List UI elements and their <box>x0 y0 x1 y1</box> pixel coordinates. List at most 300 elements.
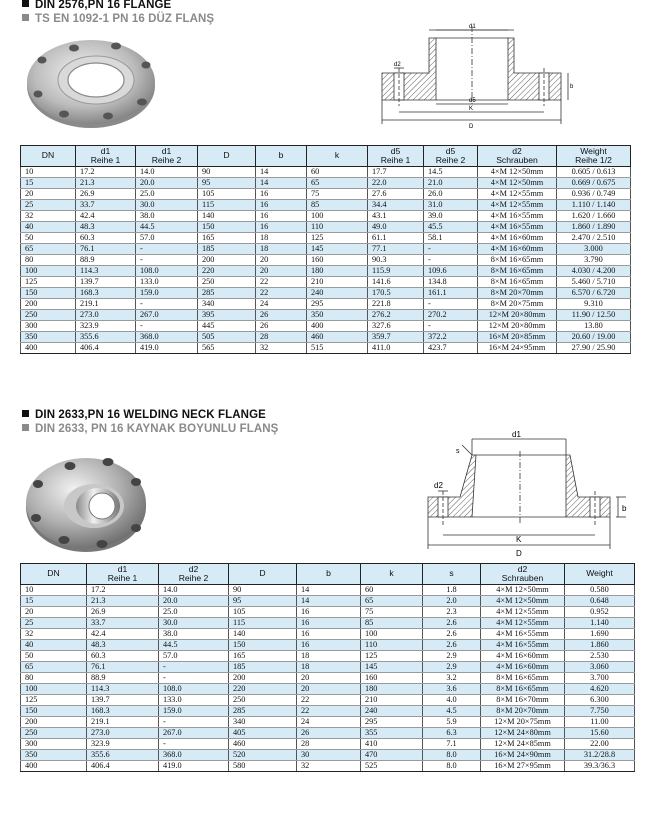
table-cell: 16 <box>256 211 307 222</box>
column-header: Weight <box>565 564 635 585</box>
table-row <box>21 321 631 332</box>
table-cell: 200 <box>21 299 76 310</box>
table-cell: 12×M 24×80mm <box>481 728 565 739</box>
table-cell: 3.790 <box>557 255 631 266</box>
table-row <box>21 673 635 684</box>
table-cell: 85 <box>361 618 423 629</box>
table-cell: 406.4 <box>76 343 136 354</box>
column-header: DN <box>21 564 87 585</box>
table-cell: 2.9 <box>423 651 481 662</box>
table-cell: 11.90 / 12.50 <box>557 310 631 321</box>
drawing2-label-d1: d1 <box>512 430 521 439</box>
table-cell: 28 <box>256 332 307 343</box>
table-cell: 2.6 <box>423 640 481 651</box>
table-cell: 419.0 <box>159 761 229 772</box>
table-cell: 4×M 16×60mm <box>481 651 565 662</box>
table-cell: 60.3 <box>76 233 136 244</box>
table-cell: 65 <box>361 596 423 607</box>
table-cell: 219.1 <box>87 717 159 728</box>
bullet-square-icon <box>22 0 29 7</box>
table-cell: 16 <box>256 200 307 211</box>
table-cell: 31.0 <box>424 200 478 211</box>
table-cell: 161.1 <box>424 288 478 299</box>
column-header: D <box>198 146 256 167</box>
column-header: Weight Reihe 1/2 <box>557 146 631 167</box>
table-cell: 6.3 <box>423 728 481 739</box>
slip-on-flange-photo <box>24 30 158 130</box>
table-cell: 250 <box>229 695 297 706</box>
table-cell: 180 <box>361 684 423 695</box>
table-cell: 250 <box>21 310 76 321</box>
table-cell: 7.750 <box>565 706 635 717</box>
table-cell: 1.860 <box>565 640 635 651</box>
table-cell: 368.0 <box>136 332 198 343</box>
table-cell: 267.0 <box>159 728 229 739</box>
table-cell: 34.4 <box>368 200 424 211</box>
column-header: d1 Reihe 1 <box>76 146 136 167</box>
table-cell: 270.2 <box>424 310 478 321</box>
section1-subtitle: TS EN 1092-1 PN 16 DÜZ FLANŞ <box>22 13 214 25</box>
table-cell: 80 <box>21 673 87 684</box>
table-cell: 1.8 <box>423 585 481 596</box>
table-cell: 27.90 / 25.90 <box>557 343 631 354</box>
table-cell: 20 <box>21 607 87 618</box>
table-cell: 445 <box>198 321 256 332</box>
table-cell: 16×M 24×95mm <box>478 343 557 354</box>
table-cell: 5.9 <box>423 717 481 728</box>
table-cell: 8×M 16×65mm <box>478 266 557 277</box>
bullet-square-icon <box>22 14 29 21</box>
table-cell: 219.1 <box>76 299 136 310</box>
table-cell: 21.3 <box>76 178 136 189</box>
table-cell: 405 <box>229 728 297 739</box>
table-cell: 250 <box>198 277 256 288</box>
table-cell: 30.0 <box>136 200 198 211</box>
table-cell: 165 <box>198 233 256 244</box>
table-cell: - <box>424 321 478 332</box>
table-cell: 90 <box>229 585 297 596</box>
table-row <box>21 750 635 761</box>
column-header: s <box>423 564 481 585</box>
table-cell: 8×M 16×65mm <box>481 673 565 684</box>
table-row <box>21 640 635 651</box>
table-row <box>21 299 631 310</box>
table-cell: 200 <box>21 717 87 728</box>
table-cell: 60 <box>361 585 423 596</box>
table-cell: 525 <box>361 761 423 772</box>
table-cell: 17.2 <box>76 167 136 178</box>
table-cell: 22 <box>256 288 307 299</box>
table-cell: 220 <box>198 266 256 277</box>
table-cell: 0.580 <box>565 585 635 596</box>
table-cell: 115 <box>229 618 297 629</box>
table-cell: 250 <box>21 728 87 739</box>
table-cell: 515 <box>307 343 368 354</box>
table-cell: 16×M 27×95mm <box>481 761 565 772</box>
table-cell: 1.620 / 1.660 <box>557 211 631 222</box>
table-cell: 20 <box>297 684 361 695</box>
table-cell: 26 <box>256 310 307 321</box>
table-cell: 61.1 <box>368 233 424 244</box>
table-cell: 0.936 / 0.749 <box>557 189 631 200</box>
table-cell: 90.3 <box>368 255 424 266</box>
table-cell: 21.0 <box>424 178 478 189</box>
table-cell: 4×M 12×50mm <box>478 167 557 178</box>
table-cell: 4.030 / 4.200 <box>557 266 631 277</box>
table-cell: 150 <box>21 288 76 299</box>
table-cell: 221.8 <box>368 299 424 310</box>
drawing1-label-d1: d1 <box>469 24 476 30</box>
table-cell: 4×M 12×50mm <box>478 178 557 189</box>
table-cell: 12×M 24×85mm <box>481 739 565 750</box>
table-cell: 273.0 <box>76 310 136 321</box>
table-cell: 26.9 <box>76 189 136 200</box>
table-cell: 43.1 <box>368 211 424 222</box>
table-cell: 5.460 / 5.710 <box>557 277 631 288</box>
table-cell: 406.4 <box>87 761 159 772</box>
table-cell: 16 <box>297 640 361 651</box>
table-cell: 323.9 <box>87 739 159 750</box>
table-cell: 32 <box>21 629 87 640</box>
table-cell: 11.00 <box>565 717 635 728</box>
table-row <box>21 233 631 244</box>
drawing2-label-D: D <box>516 549 522 558</box>
table-cell: 42.4 <box>87 629 159 640</box>
table-cell: 2.470 / 2.510 <box>557 233 631 244</box>
table-cell: 3.6 <box>423 684 481 695</box>
table-cell: 7.1 <box>423 739 481 750</box>
table-row <box>21 222 631 233</box>
table-cell: 4×M 12×50mm <box>481 585 565 596</box>
table-cell: 400 <box>307 321 368 332</box>
table-cell: 58.1 <box>424 233 478 244</box>
table-cell: 300 <box>21 739 87 750</box>
table-cell: 15 <box>21 178 76 189</box>
table-cell: 4×M 16×55mm <box>478 222 557 233</box>
table-cell: 14.0 <box>159 585 229 596</box>
table-cell: 18 <box>256 233 307 244</box>
table-cell: 75 <box>307 189 368 200</box>
drawing2-label-s: s <box>456 448 460 455</box>
table-cell: 25.0 <box>136 189 198 200</box>
table-row <box>21 343 631 354</box>
table-cell: 3.700 <box>565 673 635 684</box>
table-cell: 395 <box>198 310 256 321</box>
table-cell: 12×M 20×75mm <box>481 717 565 728</box>
table-cell: 4×M 12×55mm <box>478 189 557 200</box>
table-cell: 4×M 16×55mm <box>481 629 565 640</box>
table-row <box>21 662 635 673</box>
table-cell: 22.00 <box>565 739 635 750</box>
table-cell: 18 <box>297 662 361 673</box>
table-cell: 125 <box>361 651 423 662</box>
table-cell: 22 <box>297 695 361 706</box>
table-cell: 133.0 <box>136 277 198 288</box>
table-cell: 285 <box>229 706 297 717</box>
table-cell: 150 <box>21 706 87 717</box>
column-header: k <box>361 564 423 585</box>
table-cell: 44.5 <box>159 640 229 651</box>
table-cell: 110 <box>307 222 368 233</box>
table-cell: 2.9 <box>423 662 481 673</box>
table-cell: 39.3/36.3 <box>565 761 635 772</box>
table-cell: 520 <box>229 750 297 761</box>
table-cell: 95 <box>198 178 256 189</box>
table-cell: 76.1 <box>87 662 159 673</box>
table-cell: 14.0 <box>136 167 198 178</box>
table-cell: 372.2 <box>424 332 478 343</box>
table-cell: 16 <box>256 222 307 233</box>
table-cell: 419.0 <box>136 343 198 354</box>
table-cell: 150 <box>229 640 297 651</box>
table-cell: 38.0 <box>136 211 198 222</box>
table-row <box>21 607 635 618</box>
table-cell: - <box>136 255 198 266</box>
column-header: d5 Reihe 2 <box>424 146 478 167</box>
table-cell: 400 <box>21 761 87 772</box>
table-cell: 355.6 <box>87 750 159 761</box>
table-cell: 38.0 <box>159 629 229 640</box>
table-cell: 57.0 <box>136 233 198 244</box>
drawing2-label-d2: d2 <box>434 481 443 490</box>
table-cell: 60 <box>307 167 368 178</box>
drawing1-label-d2: d2 <box>394 62 401 68</box>
table-cell: 327.6 <box>368 321 424 332</box>
table-cell: 180 <box>307 266 368 277</box>
table-cell: 350 <box>21 750 87 761</box>
table-cell: 200 <box>229 673 297 684</box>
table-cell: 31.2/28.8 <box>565 750 635 761</box>
bullet-square-icon <box>22 424 29 431</box>
slip-on-flange-drawing <box>372 16 578 136</box>
table-cell: 133.0 <box>159 695 229 706</box>
table-cell: 32 <box>297 761 361 772</box>
table-cell: 4×M 16×55mm <box>481 640 565 651</box>
table-cell: 39.0 <box>424 211 478 222</box>
table-cell: 0.669 / 0.675 <box>557 178 631 189</box>
table-cell: 470 <box>361 750 423 761</box>
table-cell: 100 <box>21 266 76 277</box>
table-row <box>21 277 631 288</box>
table-cell: - <box>136 321 198 332</box>
table-cell: 3.2 <box>423 673 481 684</box>
table-cell: 88.9 <box>87 673 159 684</box>
table-row <box>21 332 631 343</box>
table-cell: 75 <box>361 607 423 618</box>
table-cell: 0.952 <box>565 607 635 618</box>
table-cell: 65 <box>21 662 87 673</box>
table-cell: - <box>159 673 229 684</box>
welding-neck-flange-photo <box>22 450 152 554</box>
table-cell: 85 <box>307 200 368 211</box>
table-row <box>21 706 635 717</box>
table-row <box>21 695 635 706</box>
table-cell: 8×M 20×75mm <box>478 299 557 310</box>
table-cell: 4.5 <box>423 706 481 717</box>
table-cell: 0.648 <box>565 596 635 607</box>
table-cell: 359.7 <box>368 332 424 343</box>
table-cell: 114.3 <box>87 684 159 695</box>
table-cell: 159.0 <box>159 706 229 717</box>
table-cell: 80 <box>21 255 76 266</box>
table-cell: 42.4 <box>76 211 136 222</box>
column-header: d2 Schrauben <box>481 564 565 585</box>
table-cell: 26.9 <box>87 607 159 618</box>
table-cell: 145 <box>361 662 423 673</box>
table-cell: 32 <box>256 343 307 354</box>
table-cell: 160 <box>307 255 368 266</box>
drawing2-label-k: K <box>516 535 522 544</box>
table-cell: 105 <box>229 607 297 618</box>
table-cell: 18 <box>297 651 361 662</box>
table-cell: 65 <box>21 244 76 255</box>
table-cell: 26 <box>297 728 361 739</box>
table-cell: 44.5 <box>136 222 198 233</box>
drawing1-label-k: K <box>469 106 474 112</box>
table-cell: 27.6 <box>368 189 424 200</box>
table-cell: - <box>159 717 229 728</box>
table-cell: 220 <box>229 684 297 695</box>
table-cell: 2.530 <box>565 651 635 662</box>
table-cell: 100 <box>21 684 87 695</box>
table-cell: 411.0 <box>368 343 424 354</box>
table-row <box>21 288 631 299</box>
table-cell: 145 <box>307 244 368 255</box>
column-header: d2 Schrauben <box>478 146 557 167</box>
table-row <box>21 244 631 255</box>
table-row <box>21 178 631 189</box>
table-cell: 4×M 12×55mm <box>481 607 565 618</box>
table-cell: 26.0 <box>424 189 478 200</box>
table-cell: 6.300 <box>565 695 635 706</box>
table-cell: - <box>159 739 229 750</box>
table-cell: 12×M 20×80mm <box>478 321 557 332</box>
table-cell: 125 <box>307 233 368 244</box>
table-cell: 1.140 <box>565 618 635 629</box>
column-header: d1 Reihe 2 <box>136 146 198 167</box>
table-row <box>21 310 631 321</box>
table-cell: 108.0 <box>159 684 229 695</box>
table-cell: 168.3 <box>87 706 159 717</box>
table-cell: 13.80 <box>557 321 631 332</box>
table-cell: 16 <box>297 607 361 618</box>
table-cell: 460 <box>229 739 297 750</box>
drawing1-label-d5: d5 <box>469 98 476 104</box>
table-cell: 168.3 <box>76 288 136 299</box>
table-cell: 109.6 <box>424 266 478 277</box>
table-cell: 400 <box>21 343 76 354</box>
table-cell: 350 <box>21 332 76 343</box>
table-cell: 21.3 <box>87 596 159 607</box>
table-cell: 4×M 12×50mm <box>481 596 565 607</box>
table-cell: 20.60 / 19.00 <box>557 332 631 343</box>
table-cell: 140 <box>198 211 256 222</box>
table-cell: 1.690 <box>565 629 635 640</box>
table-cell: 285 <box>198 288 256 299</box>
table-cell: 10 <box>21 167 76 178</box>
table-cell: 25 <box>21 618 87 629</box>
table-cell: 2.3 <box>423 607 481 618</box>
table-row <box>21 167 631 178</box>
table-cell: 8×M 20×70mm <box>478 288 557 299</box>
table-cell: 14 <box>256 178 307 189</box>
table-cell: 8×M 20×70mm <box>481 706 565 717</box>
table-cell: 185 <box>198 244 256 255</box>
table-cell: 17.2 <box>87 585 159 596</box>
slip-on-flange-table <box>20 145 631 354</box>
column-header: b <box>256 146 307 167</box>
table-cell: 95 <box>229 596 297 607</box>
table-cell: 4×M 16×55mm <box>478 211 557 222</box>
table-cell: 20 <box>256 266 307 277</box>
table-cell: 14 <box>297 596 361 607</box>
table-cell: 160 <box>361 673 423 684</box>
table-cell: 200 <box>198 255 256 266</box>
table-row <box>21 255 631 266</box>
table-row <box>21 717 635 728</box>
table-cell: 20.0 <box>159 596 229 607</box>
table-cell: 141.6 <box>368 277 424 288</box>
table-cell: 140 <box>229 629 297 640</box>
table-cell: 505 <box>198 332 256 343</box>
table-cell: 115.9 <box>368 266 424 277</box>
table-cell: 4.0 <box>423 695 481 706</box>
table-cell: 26 <box>256 321 307 332</box>
table-cell: 20 <box>21 189 76 200</box>
welding-neck-flange-drawing <box>420 425 636 560</box>
table-row <box>21 200 631 211</box>
table-cell: 273.0 <box>87 728 159 739</box>
table-cell: 105 <box>198 189 256 200</box>
table-cell: 165 <box>229 651 297 662</box>
table-cell: 50 <box>21 651 87 662</box>
table-cell: - <box>136 299 198 310</box>
table-cell: 9.310 <box>557 299 631 310</box>
table-cell: 4×M 16×60mm <box>478 244 557 255</box>
table-cell: 14 <box>256 167 307 178</box>
table-cell: 340 <box>229 717 297 728</box>
table-row <box>21 211 631 222</box>
table-cell: 423.7 <box>424 343 478 354</box>
table-cell: 10 <box>21 585 87 596</box>
table-cell: 90 <box>198 167 256 178</box>
table-cell: 4×M 12×55mm <box>481 618 565 629</box>
table-row <box>21 684 635 695</box>
bullet-square-icon <box>22 410 29 417</box>
table-cell: 14 <box>297 585 361 596</box>
table-cell: 267.0 <box>136 310 198 321</box>
table-row <box>21 596 635 607</box>
table-cell: 20.0 <box>136 178 198 189</box>
table-cell: 115 <box>198 200 256 211</box>
drawing1-label-D: D <box>469 124 474 130</box>
table-cell: 60.3 <box>87 651 159 662</box>
table-row <box>21 266 631 277</box>
table-cell: 16 <box>297 618 361 629</box>
drawing2-label-b: b <box>622 504 627 513</box>
table-cell: 4.620 <box>565 684 635 695</box>
table-cell: 125 <box>21 277 76 288</box>
table-cell: 15.60 <box>565 728 635 739</box>
table-row <box>21 651 635 662</box>
table-row <box>21 739 635 750</box>
table-cell: 134.8 <box>424 277 478 288</box>
table-cell: 22 <box>256 277 307 288</box>
table-cell: 20 <box>297 673 361 684</box>
table-row <box>21 585 635 596</box>
table-cell: 159.0 <box>136 288 198 299</box>
table-cell: 4×M 12×55mm <box>478 200 557 211</box>
